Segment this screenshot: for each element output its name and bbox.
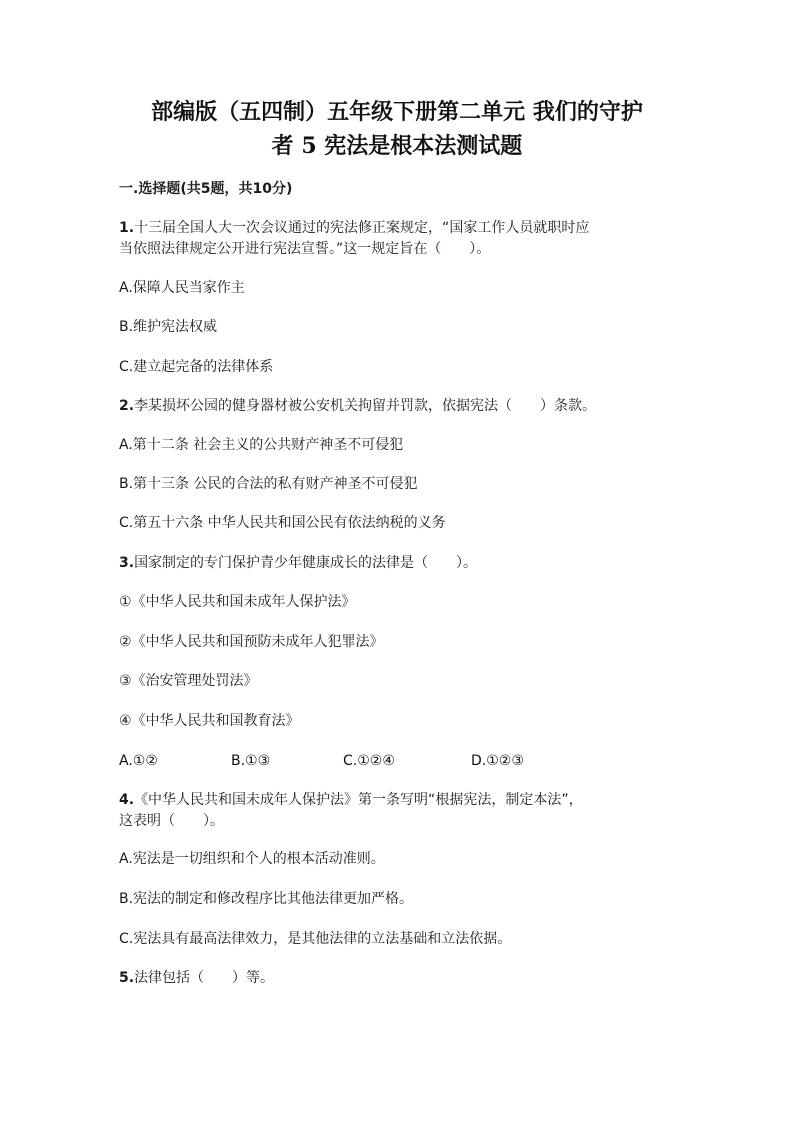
- question-4-option-a: A.宪法是一切组织和个人的根本活动准则。: [119, 851, 385, 867]
- question-2-number: 2.: [119, 398, 135, 414]
- question-1-text: 十三届全国人大一次会议通过的宪法修正案规定，“国家工作人员就职时应: [134, 220, 590, 236]
- question-3-option-a: A.①②: [119, 753, 158, 769]
- question-4-text: 《中华人民共和国未成年人保护法》第一条写明“根据宪法，制定本法”，: [134, 792, 583, 808]
- question-3-option-d: D.①②③: [471, 753, 524, 769]
- question-5-text: 法律包括（ ）等。: [134, 970, 275, 986]
- question-4-option-c: C.宪法具有最高法律效力，是其他法律的立法基础和立法依据。: [119, 931, 512, 947]
- question-2-option-c: C.第五十六条 中华人民共和国公民有依法纳税的义务: [119, 515, 446, 531]
- page-title-line-2: 者 5 宪法是根本法测试题: [271, 133, 523, 159]
- question-3-item-1: ①《中华人民共和国未成年人保护法》: [119, 594, 356, 610]
- section-heading: 一.选择题(共5题，共10分): [119, 181, 293, 197]
- question-2-option-a: A.第十二条 社会主义的公共财产神圣不可侵犯: [119, 437, 404, 453]
- question-4-option-b: B.宪法的制定和修改程序比其他法律更加严格。: [119, 891, 414, 907]
- question-3-item-3: ③《治安管理处罚法》: [119, 673, 258, 689]
- question-1-option-b: B.维护宪法权威: [119, 319, 218, 335]
- page-title-line-1: 部编版（五四制）五年级下册第二单元 我们的守护: [151, 99, 643, 125]
- question-1-line-2: 当依照法律规定公开进行宪法宣誓。”这一规定旨在（ ）。: [119, 241, 491, 257]
- question-2-text: 李某损坏公园的健身器材被公安机关拘留并罚款，依据宪法（ ）条款。: [134, 398, 597, 414]
- question-1-option-a: A.保障人民当家作主: [119, 280, 245, 296]
- question-3-option-c: C.①②④: [343, 753, 395, 769]
- question-1-line-1: [119, 218, 589, 238]
- question-1-option-c: C.建立起完备的法律体系: [119, 359, 274, 375]
- question-2-option-b: B.第十三条 公民的合法的私有财产神圣不可侵犯: [119, 476, 418, 492]
- question-4-line-1: [119, 790, 583, 810]
- question-3-number: 3.: [119, 555, 135, 571]
- question-4-number: 4.: [119, 792, 135, 808]
- question-3-text: 国家制定的专门保护青少年健康成长的法律是（ ）。: [134, 555, 478, 571]
- question-5-line-1: [119, 968, 274, 988]
- question-3-options: [119, 751, 639, 771]
- question-3-option-b: B.①③: [231, 753, 271, 769]
- question-2-line-1: [119, 396, 596, 416]
- question-1-number: 1.: [119, 220, 135, 236]
- question-5-number: 5.: [119, 970, 135, 986]
- question-3-line-1: [119, 553, 477, 573]
- question-3-item-4: ④《中华人民共和国教育法》: [119, 713, 300, 729]
- question-4-line-2: 这表明（ ）。: [119, 813, 224, 829]
- question-3-item-2: ②《中华人民共和国预防未成年人犯罪法》: [119, 634, 384, 650]
